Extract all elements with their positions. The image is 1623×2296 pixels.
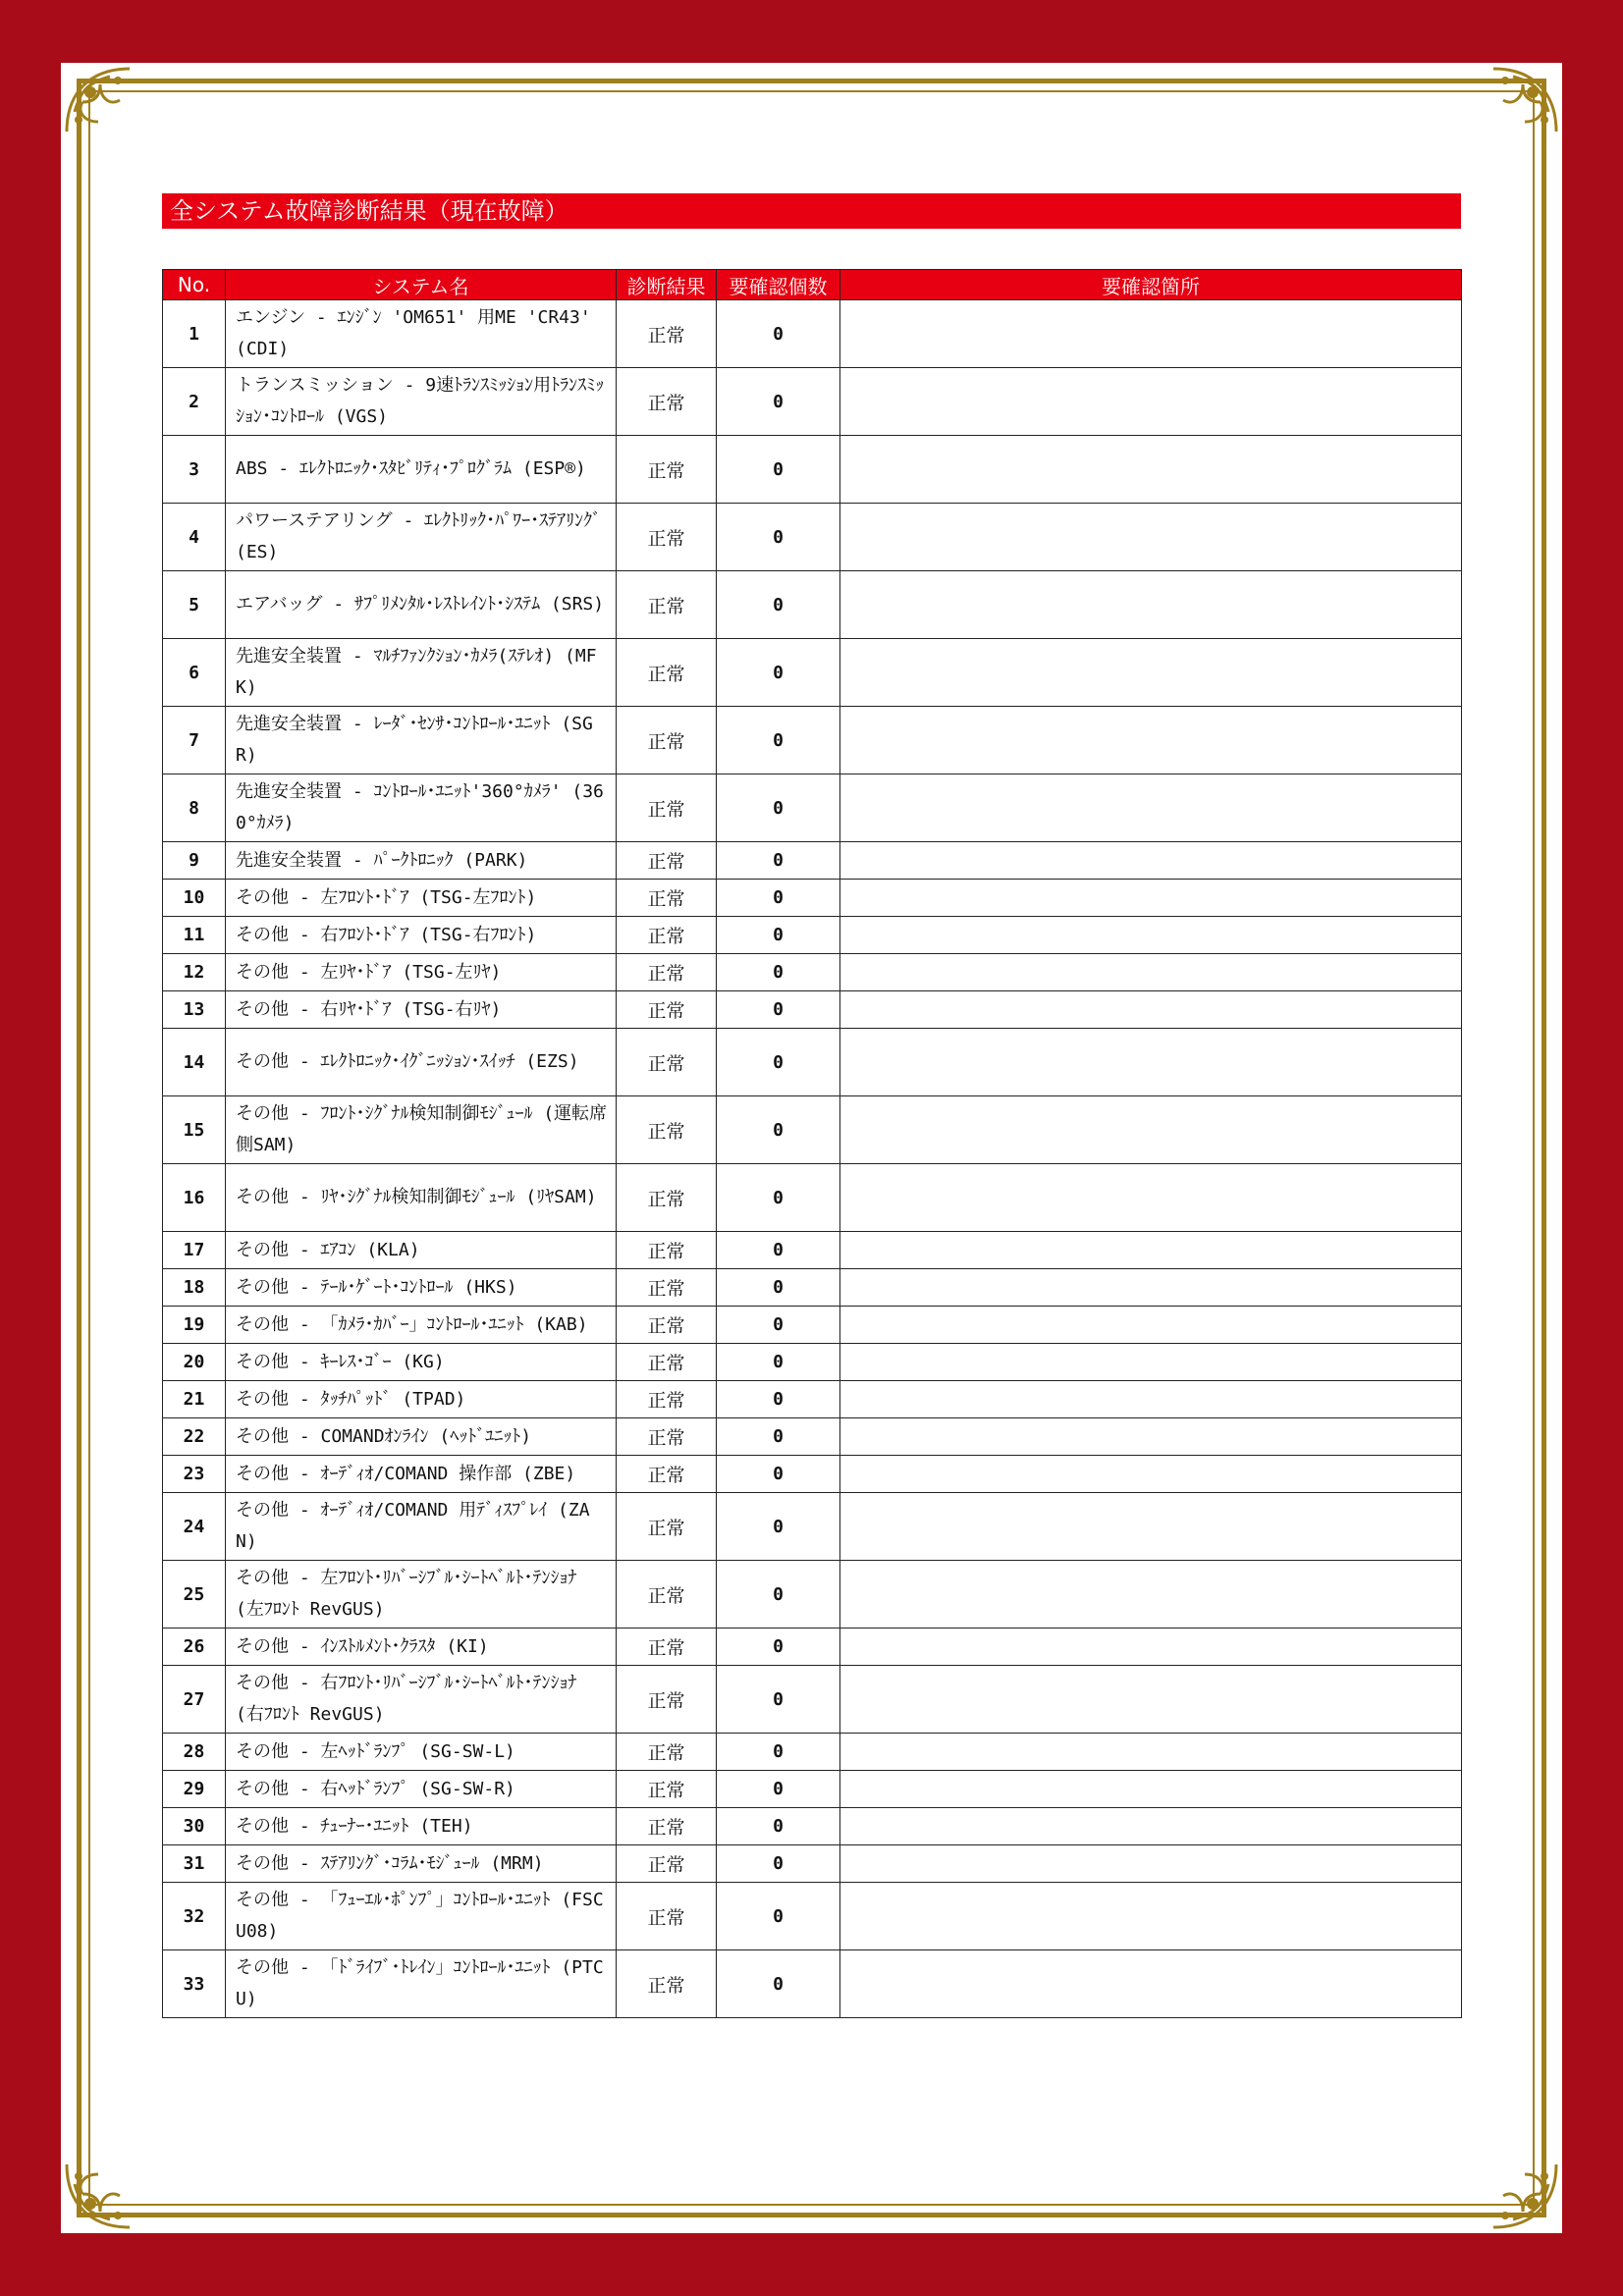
system-name: 先進安全装置 - ﾚｰﾀﾞ･ｾﾝｻ･ｺﾝﾄﾛｰﾙ･ﾕﾆｯﾄ (SGR) — [226, 707, 617, 774]
system-name: エアバッグ - ｻﾌﾟﾘﾒﾝﾀﾙ･ﾚｽﾄﾚｲﾝﾄ･ｼｽﾃﾑ (SRS) — [226, 571, 617, 639]
row-number: 26 — [163, 1629, 226, 1666]
check-count: 0 — [717, 1269, 840, 1307]
check-count: 0 — [717, 1418, 840, 1456]
check-location — [840, 300, 1462, 368]
row-number: 16 — [163, 1164, 226, 1232]
system-name: その他 - ｴｱｺﾝ (KLA) — [226, 1232, 617, 1269]
table-row — [163, 436, 1462, 504]
column-header-no: No. — [163, 270, 226, 300]
table-row — [163, 1269, 1462, 1307]
check-count: 0 — [717, 1845, 840, 1883]
check-location — [840, 1629, 1462, 1666]
system-name: その他 - ﾌﾛﾝﾄ･ｼｸﾞﾅﾙ検知制御ﾓｼﾞｭｰﾙ (運転席側SAM) — [226, 1096, 617, 1164]
table-row — [163, 1629, 1462, 1666]
check-count: 0 — [717, 571, 840, 639]
diagnosis-result: 正常 — [617, 1418, 717, 1456]
system-name: パワーステアリング - ｴﾚｸﾄﾘｯｸ･ﾊﾟﾜｰ･ｽﾃｱﾘﾝｸﾞ (ES) — [226, 504, 617, 571]
system-name: ABS - ｴﾚｸﾄﾛﾆｯｸ･ｽﾀﾋﾞﾘﾃｨ･ﾌﾟﾛｸﾞﾗﾑ (ESP®) — [226, 436, 617, 504]
check-location — [840, 1808, 1462, 1845]
diagnosis-result: 正常 — [617, 1883, 717, 1950]
check-location — [840, 1456, 1462, 1493]
system-name: その他 - 右ﾌﾛﾝﾄ･ﾘﾊﾞｰｼﾌﾞﾙ･ｼｰﾄﾍﾞﾙﾄ･ﾃﾝｼｮﾅ (右ﾌﾛﾝﾄ RevGUS) — [226, 1666, 617, 1734]
system-name: その他 - 左ﾌﾛﾝﾄ･ﾘﾊﾞｰｼﾌﾞﾙ･ｼｰﾄﾍﾞﾙﾄ･ﾃﾝｼｮﾅ (左ﾌﾛﾝﾄ RevGUS) — [226, 1561, 617, 1629]
table-row — [163, 368, 1462, 436]
row-number: 31 — [163, 1845, 226, 1883]
row-number: 12 — [163, 954, 226, 991]
row-number: 21 — [163, 1381, 226, 1418]
check-count: 0 — [717, 639, 840, 707]
row-number: 18 — [163, 1269, 226, 1307]
check-location — [840, 1950, 1462, 2018]
system-name: 先進安全装置 - ｺﾝﾄﾛｰﾙ･ﾕﾆｯﾄ'360°ｶﾒﾗ' (360°ｶﾒﾗ) — [226, 774, 617, 842]
table-row — [163, 1096, 1462, 1164]
row-number: 9 — [163, 842, 226, 880]
check-count: 0 — [717, 707, 840, 774]
table-row — [163, 991, 1462, 1029]
system-name: その他 - 「ｶﾒﾗ･ｶﾊﾞｰ」ｺﾝﾄﾛｰﾙ･ﾕﾆｯﾄ (KAB) — [226, 1307, 617, 1344]
column-header-location: 要確認箇所 — [840, 270, 1462, 300]
row-number: 2 — [163, 368, 226, 436]
table-row — [163, 917, 1462, 954]
system-name: その他 - ｷｰﾚｽ･ｺﾞｰ (KG) — [226, 1344, 617, 1381]
row-number: 33 — [163, 1950, 226, 2018]
diagnosis-result: 正常 — [617, 1232, 717, 1269]
table-row — [163, 1734, 1462, 1771]
diagnosis-result: 正常 — [617, 504, 717, 571]
table-row — [163, 842, 1462, 880]
check-count: 0 — [717, 436, 840, 504]
check-location — [840, 1344, 1462, 1381]
check-location — [840, 1381, 1462, 1418]
diagnosis-result: 正常 — [617, 1493, 717, 1561]
check-location — [840, 639, 1462, 707]
row-number: 7 — [163, 707, 226, 774]
row-number: 19 — [163, 1307, 226, 1344]
table-row — [163, 1845, 1462, 1883]
table-row — [163, 1561, 1462, 1629]
check-count: 0 — [717, 1629, 840, 1666]
diagnosis-table — [162, 269, 1462, 2018]
check-count: 0 — [717, 1950, 840, 2018]
system-name: その他 - ｽﾃｱﾘﾝｸﾞ･ｺﾗﾑ･ﾓｼﾞｭｰﾙ (MRM) — [226, 1845, 617, 1883]
report-page — [61, 63, 1562, 2233]
check-count: 0 — [717, 300, 840, 368]
table-row — [163, 1456, 1462, 1493]
check-count: 0 — [717, 1232, 840, 1269]
table-row — [163, 1883, 1462, 1950]
check-count: 0 — [717, 1883, 840, 1950]
system-name: その他 - ﾀｯﾁﾊﾟｯﾄﾞ (TPAD) — [226, 1381, 617, 1418]
check-count: 0 — [717, 917, 840, 954]
ornamental-corner-icon — [1472, 2143, 1562, 2233]
check-location — [840, 707, 1462, 774]
table-row — [163, 1381, 1462, 1418]
check-count: 0 — [717, 1096, 840, 1164]
check-count: 0 — [717, 504, 840, 571]
check-location — [840, 1096, 1462, 1164]
ornamental-corner-icon — [1472, 63, 1562, 153]
row-number: 13 — [163, 991, 226, 1029]
system-name: その他 - ｲﾝｽﾄﾙﾒﾝﾄ･ｸﾗｽﾀ (KI) — [226, 1629, 617, 1666]
check-count: 0 — [717, 1307, 840, 1344]
diagnosis-result: 正常 — [617, 1845, 717, 1883]
diagnosis-result: 正常 — [617, 1029, 717, 1096]
report-title: 全システム故障診断結果（現在故障） — [162, 193, 1461, 229]
table-row — [163, 1808, 1462, 1845]
row-number: 25 — [163, 1561, 226, 1629]
row-number: 4 — [163, 504, 226, 571]
row-number: 15 — [163, 1096, 226, 1164]
check-count: 0 — [717, 991, 840, 1029]
system-name: その他 - 右ﾌﾛﾝﾄ･ﾄﾞｱ (TSG-右ﾌﾛﾝﾄ) — [226, 917, 617, 954]
table-row — [163, 1164, 1462, 1232]
column-header-result: 診断結果 — [617, 270, 717, 300]
table-row — [163, 1232, 1462, 1269]
check-count: 0 — [717, 1164, 840, 1232]
check-location — [840, 368, 1462, 436]
system-name: その他 - ｵｰﾃﾞｨｵ/COMAND 操作部 (ZBE) — [226, 1456, 617, 1493]
table-row — [163, 1307, 1462, 1344]
system-name: その他 - 右ﾍｯﾄﾞﾗﾝﾌﾟ (SG-SW-R) — [226, 1771, 617, 1808]
check-location — [840, 1883, 1462, 1950]
check-count: 0 — [717, 1381, 840, 1418]
diagnosis-result: 正常 — [617, 1666, 717, 1734]
check-count: 0 — [717, 1493, 840, 1561]
check-location — [840, 880, 1462, 917]
check-count: 0 — [717, 368, 840, 436]
row-number: 30 — [163, 1808, 226, 1845]
diagnosis-result: 正常 — [617, 1381, 717, 1418]
diagnosis-result: 正常 — [617, 436, 717, 504]
check-count: 0 — [717, 1734, 840, 1771]
diagnosis-result: 正常 — [617, 880, 717, 917]
system-name: その他 - 「ﾌｭｰｴﾙ･ﾎﾟﾝﾌﾟ」ｺﾝﾄﾛｰﾙ･ﾕﾆｯﾄ (FSCU08) — [226, 1883, 617, 1950]
system-name: 先進安全装置 - ﾊﾟｰｸﾄﾛﾆｯｸ (PARK) — [226, 842, 617, 880]
row-number: 24 — [163, 1493, 226, 1561]
check-count: 0 — [717, 1808, 840, 1845]
diagnosis-result: 正常 — [617, 571, 717, 639]
table-row — [163, 880, 1462, 917]
system-name: その他 - 「ﾄﾞﾗｲﾌﾞ･ﾄﾚｲﾝ」ｺﾝﾄﾛｰﾙ･ﾕﾆｯﾄ (PTCU) — [226, 1950, 617, 2018]
check-location — [840, 1232, 1462, 1269]
table-row — [163, 504, 1462, 571]
system-name: その他 - ﾁｭｰﾅｰ･ﾕﾆｯﾄ (TEH) — [226, 1808, 617, 1845]
table-row — [163, 954, 1462, 991]
diagnosis-result: 正常 — [617, 1456, 717, 1493]
check-location — [840, 991, 1462, 1029]
diagnosis-result: 正常 — [617, 1344, 717, 1381]
ornamental-corner-icon — [61, 63, 151, 153]
diagnosis-result: 正常 — [617, 1950, 717, 2018]
check-location — [840, 1164, 1462, 1232]
row-number: 11 — [163, 917, 226, 954]
check-location — [840, 1493, 1462, 1561]
diagnosis-result: 正常 — [617, 300, 717, 368]
table-row — [163, 1666, 1462, 1734]
check-count: 0 — [717, 774, 840, 842]
row-number: 1 — [163, 300, 226, 368]
table-row — [163, 1029, 1462, 1096]
diagnosis-result: 正常 — [617, 991, 717, 1029]
diagnosis-result: 正常 — [617, 1808, 717, 1845]
table-row — [163, 571, 1462, 639]
row-number: 14 — [163, 1029, 226, 1096]
system-name: その他 - COMANDｵﾝﾗｲﾝ (ﾍｯﾄﾞﾕﾆｯﾄ) — [226, 1418, 617, 1456]
row-number: 27 — [163, 1666, 226, 1734]
table-row — [163, 1950, 1462, 2018]
check-count: 0 — [717, 1771, 840, 1808]
check-count: 0 — [717, 954, 840, 991]
row-number: 29 — [163, 1771, 226, 1808]
diagnosis-result: 正常 — [617, 917, 717, 954]
diagnosis-result: 正常 — [617, 1561, 717, 1629]
diagnosis-result: 正常 — [617, 1734, 717, 1771]
table-row — [163, 707, 1462, 774]
table-body — [163, 300, 1462, 2018]
diagnosis-result: 正常 — [617, 842, 717, 880]
diagnosis-result: 正常 — [617, 1269, 717, 1307]
table-row — [163, 1418, 1462, 1456]
diagnosis-result: 正常 — [617, 774, 717, 842]
row-number: 32 — [163, 1883, 226, 1950]
check-location — [840, 1845, 1462, 1883]
check-location — [840, 1307, 1462, 1344]
check-location — [840, 1029, 1462, 1096]
table-row — [163, 774, 1462, 842]
check-location — [840, 917, 1462, 954]
check-location — [840, 1418, 1462, 1456]
system-name: トランスミッション - 9速ﾄﾗﾝｽﾐｯｼｮﾝ用ﾄﾗﾝｽﾐｯｼｮﾝ･ｺﾝﾄﾛｰﾙ (VGS) — [226, 368, 617, 436]
diagnosis-result: 正常 — [617, 1096, 717, 1164]
table-row — [163, 300, 1462, 368]
row-number: 23 — [163, 1456, 226, 1493]
diagnosis-result: 正常 — [617, 639, 717, 707]
diagnosis-result: 正常 — [617, 1771, 717, 1808]
system-name: その他 - ﾃｰﾙ･ｹﾞｰﾄ･ｺﾝﾄﾛｰﾙ (HKS) — [226, 1269, 617, 1307]
check-location — [840, 842, 1462, 880]
row-number: 20 — [163, 1344, 226, 1381]
check-location — [840, 1561, 1462, 1629]
row-number: 10 — [163, 880, 226, 917]
column-header-count: 要確認個数 — [717, 270, 840, 300]
table-header-row — [163, 270, 1462, 300]
row-number: 6 — [163, 639, 226, 707]
check-location — [840, 1666, 1462, 1734]
system-name: その他 - ｴﾚｸﾄﾛﾆｯｸ･ｲｸﾞﾆｯｼｮﾝ･ｽｲｯﾁ (EZS) — [226, 1029, 617, 1096]
check-count: 0 — [717, 1456, 840, 1493]
row-number: 17 — [163, 1232, 226, 1269]
diagnosis-result: 正常 — [617, 1629, 717, 1666]
check-count: 0 — [717, 880, 840, 917]
system-name: その他 - ｵｰﾃﾞｨｵ/COMAND 用ﾃﾞｨｽﾌﾟﾚｲ (ZAN) — [226, 1493, 617, 1561]
check-location — [840, 1771, 1462, 1808]
system-name: エンジン - ｴﾝｼﾞﾝ 'OM651' 用ME 'CR43' (CDI) — [226, 300, 617, 368]
row-number: 8 — [163, 774, 226, 842]
check-location — [840, 774, 1462, 842]
system-name: その他 - ﾘﾔ･ｼｸﾞﾅﾙ検知制御ﾓｼﾞｭｰﾙ (ﾘﾔSAM) — [226, 1164, 617, 1232]
check-location — [840, 571, 1462, 639]
table-row — [163, 1771, 1462, 1808]
check-location — [840, 954, 1462, 991]
row-number: 3 — [163, 436, 226, 504]
check-count: 0 — [717, 1344, 840, 1381]
table-row — [163, 1493, 1462, 1561]
system-name: その他 - 左ﾍｯﾄﾞﾗﾝﾌﾟ (SG-SW-L) — [226, 1734, 617, 1771]
diagnosis-result: 正常 — [617, 707, 717, 774]
check-location — [840, 1269, 1462, 1307]
column-header-system: システム名 — [226, 270, 617, 300]
diagnosis-result: 正常 — [617, 1307, 717, 1344]
check-location — [840, 436, 1462, 504]
check-count: 0 — [717, 1561, 840, 1629]
system-name: その他 - 左ﾘﾔ･ﾄﾞｱ (TSG-左ﾘﾔ) — [226, 954, 617, 991]
check-count: 0 — [717, 842, 840, 880]
table-row — [163, 1344, 1462, 1381]
diagnosis-result: 正常 — [617, 368, 717, 436]
system-name: その他 - 右ﾘﾔ･ﾄﾞｱ (TSG-右ﾘﾔ) — [226, 991, 617, 1029]
row-number: 5 — [163, 571, 226, 639]
diagnosis-result: 正常 — [617, 954, 717, 991]
table-row — [163, 639, 1462, 707]
check-location — [840, 1734, 1462, 1771]
check-count: 0 — [717, 1666, 840, 1734]
row-number: 22 — [163, 1418, 226, 1456]
row-number: 28 — [163, 1734, 226, 1771]
system-name: 先進安全装置 - ﾏﾙﾁﾌｧﾝｸｼｮﾝ･ｶﾒﾗ(ｽﾃﾚｵ) (MFK) — [226, 639, 617, 707]
check-location — [840, 504, 1462, 571]
check-count: 0 — [717, 1029, 840, 1096]
system-name: その他 - 左ﾌﾛﾝﾄ･ﾄﾞｱ (TSG-左ﾌﾛﾝﾄ) — [226, 880, 617, 917]
ornamental-corner-icon — [61, 2143, 151, 2233]
diagnosis-result: 正常 — [617, 1164, 717, 1232]
